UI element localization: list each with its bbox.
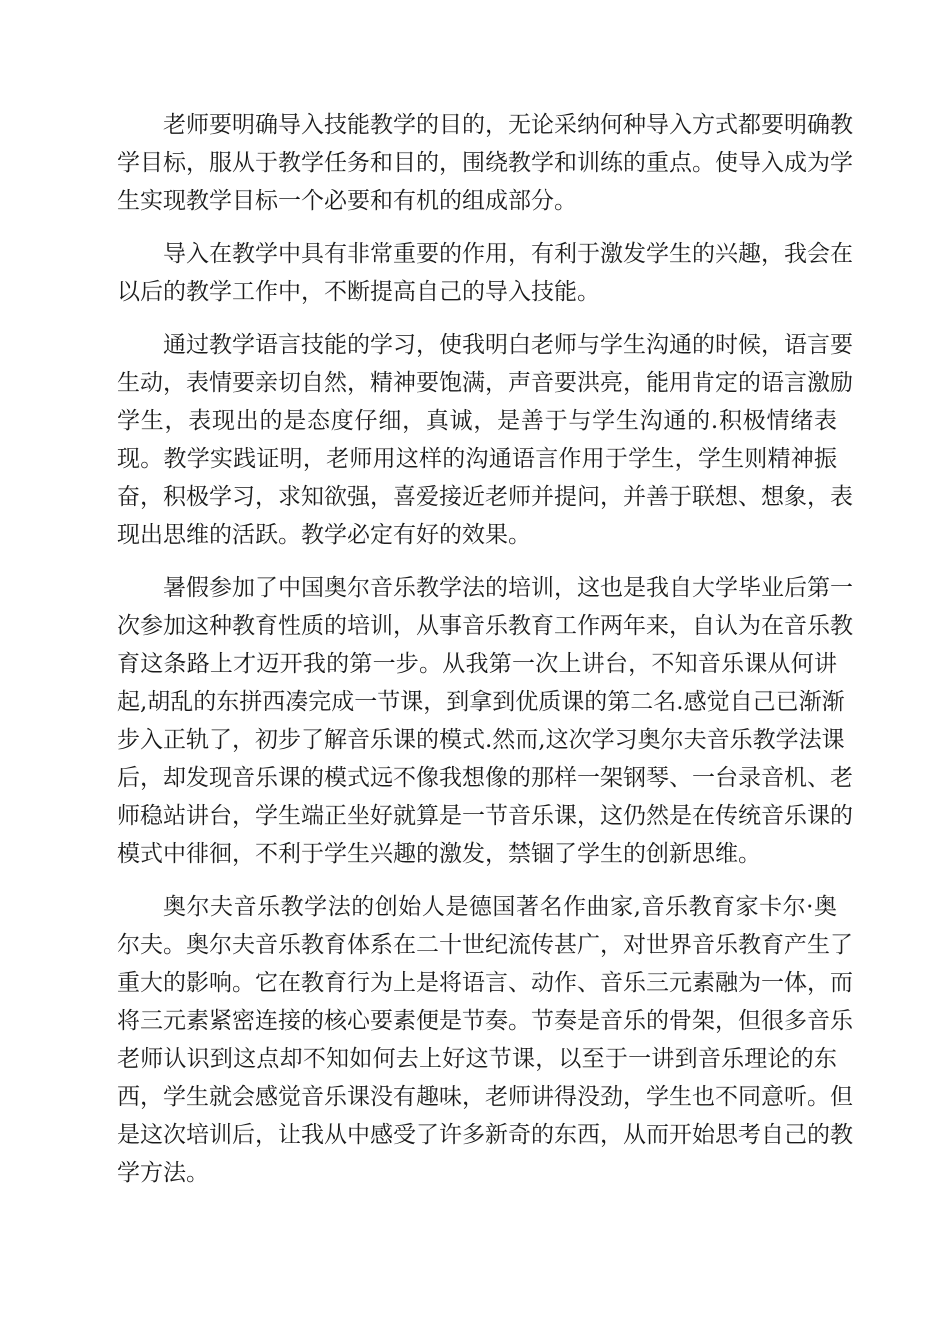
text-line: 西，学生就会感觉音乐课没有趣味，老师讲得没劲，学生也不同意听。但: [117, 1084, 853, 1110]
text-line: 学方法。: [117, 1160, 209, 1186]
document-body: [117, 106, 853, 1207]
text-line: 老师认识到这点却不知如何去上好这节课，以至于一讲到音乐理论的东: [117, 1046, 837, 1072]
text-line: 是这次培训后，让我从中感受了许多新奇的东西，从而开始思考自己的教: [117, 1122, 853, 1148]
text-line: 学目标，服从于教学任务和目的，围绕教学和训练的重点。使导入成为学: [117, 150, 853, 176]
text-line: 现出思维的活跃。教学必定有好的效果。: [117, 522, 531, 548]
text-line: 通过教学语言技能的学习，使我明白老师与学生沟通的时候，语言要: [163, 332, 853, 358]
text-line: 暑假参加了中国奥尔音乐教学法的培训，这也是我自大学毕业后第一: [163, 575, 853, 601]
paragraph: [117, 326, 853, 554]
paragraph: [117, 888, 853, 1192]
text-line: 老师要明确导入技能教学的目的，无论采纳何种导入方式都要明确教: [163, 112, 853, 138]
text-line: 起,胡乱的东拼西凑完成一节课，到拿到优质课的第二名.感觉自己已渐渐: [117, 689, 845, 715]
text-line: 生动，表情要亲切自然，精神要饱满，声音要洪亮，能用肯定的语言激励: [117, 370, 853, 396]
text-line: 以后的教学工作中，不断提高自己的导入技能。: [117, 279, 600, 305]
text-line: 尔夫。奥尔夫音乐教育体系在二十世纪流传甚广，对世界音乐教育产生了: [117, 932, 853, 958]
text-line: 育这条路上才迈开我的第一步。从我第一次上讲台，不知音乐课从何讲: [117, 651, 837, 677]
text-line: 导入在教学中具有非常重要的作用，有利于激发学生的兴趣，我会在: [163, 241, 853, 267]
text-line: 现。教学实践证明，老师用这样的沟通语言作用于学生，学生则精神振: [117, 446, 837, 472]
text-line: 生实现教学目标一个必要和有机的组成部分。: [117, 188, 577, 214]
text-line: 模式中徘徊，不利于学生兴趣的激发，禁锢了学生的创新思维。: [117, 841, 761, 867]
text-line: 重大的影响。它在教育行为上是将语言、动作、音乐三元素融为一体，而: [117, 970, 853, 996]
paragraph: [117, 106, 853, 220]
text-line: 奋，积极学习，求知欲强，喜爱接近老师并提问，并善于联想、想象，表: [117, 484, 853, 510]
text-line: 奥尔夫音乐教学法的创始人是德国著名作曲家,音乐教育家卡尔·奥: [163, 894, 837, 920]
text-line: 师稳站讲台，学生端正坐好就算是一节音乐课，这仍然是在传统音乐课的: [117, 803, 853, 829]
text-line: 次参加这种教育性质的培训，从事音乐教育工作两年来，自认为在音乐教: [117, 613, 853, 639]
text-line: 将三元素紧密连接的核心要素便是节奏。节奏是音乐的骨架，但很多音乐: [117, 1008, 853, 1034]
text-line: 学生，表现出的是态度仔细，真诚，是善于与学生沟通的.积极情绪表: [117, 408, 837, 434]
paragraph: [117, 569, 853, 873]
text-line: 后，却发现音乐课的模式远不像我想像的那样一架钢琴、一台录音机、老: [117, 765, 853, 791]
paragraph: [117, 235, 853, 311]
text-line: 步入正轨了，初步了解音乐课的模式.然而,这次学习奥尔夫音乐教学法课: [117, 727, 845, 753]
